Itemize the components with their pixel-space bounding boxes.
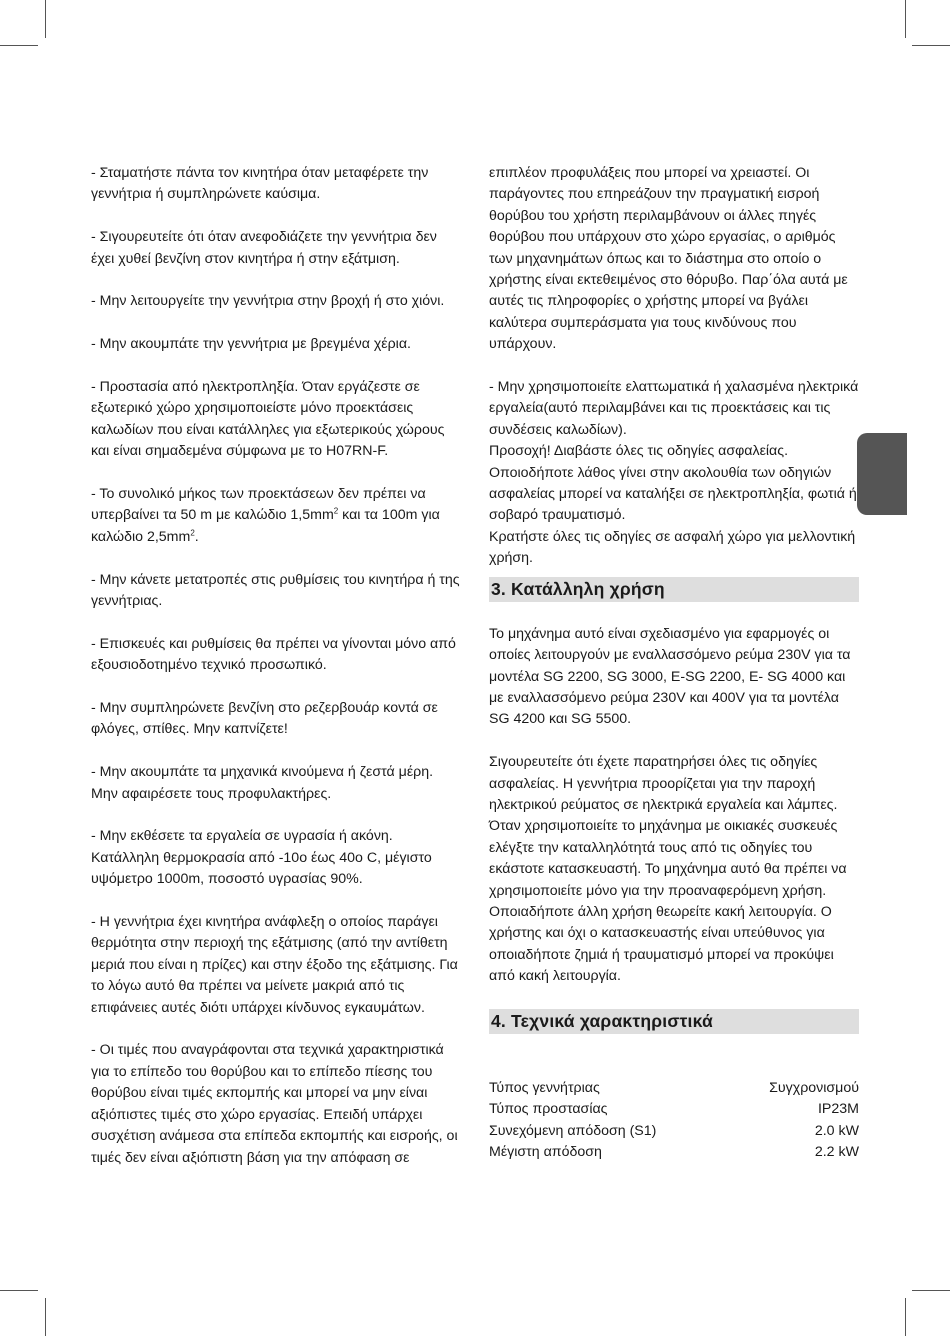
paragraph: Οποιοδήποτε λάθος γίνει στην ακολουθία των οδηγιών ασφαλείας μπορεί να καταλήξει σε ηλεκτροπληξία, φωτιά ή σοβαρό τραυματισμό. xyxy=(489,464,857,524)
crop-mark-br-v xyxy=(905,1298,906,1336)
crop-mark-bl-v xyxy=(45,1298,46,1336)
paragraph: - Οι τιμές που αναγράφονται στα τεχνικά χαρακτηριστικά για το επίπεδο του θορύβου και το επίπεδο πίεσης του θορύβου είναι τιμές εκπομπής και μπορεί να μην είναι αξιόπιστες τιμές στο χώρο εργασίας. Επειδή υπάρχει συσχέτιση ανάμεσα στα επίπεδα εκπομπής και εισροής, οι τιμές δεν είναι αξιόπιστη βάση για την απόφαση σε xyxy=(91,1042,458,1166)
paragraph: - Μην κάνετε μετατροπές στις ρυθμίσεις του κινητήρα ή της γεννήτριας. xyxy=(91,571,460,610)
paragraph: - Η γεννήτρια έχει κινητήρα ανάφλεξη ο οποίος παράγει θερμότητα στην περιοχή της εξάτμισης (από την αντίθετη μεριά που είναι η πρίζες) και στην έξοδο της εξάτμισης. Για το λόγω αυτό θα πρέπει να μείνετε μακριά από τις επιφάνειες αυτές διότι υπάρχει κίνδυνος εγκαυμάτων. xyxy=(91,914,458,1016)
spec-row xyxy=(489,1142,859,1163)
paragraph: - Μην εκθέσετε τα εργαλεία σε υγρασία ή ακόνη. Κατάλληλη θερμοκρασία από -10ο έως 40ο C, μέγιστο υψόμετρο 1000m, ποσοστό υγρασίας 90%. xyxy=(91,828,432,888)
crop-mark-br-h xyxy=(912,1290,950,1291)
paragraph: - Μην λειτουργείτε την γεννήτρια στην βροχή ή στο χιόνι. xyxy=(91,293,445,310)
paragraph: - Μην χρησιμοποιείτε ελαττωματικά ή χαλασμένα ηλεκτρικά εργαλεία(αυτό περιλαμβάνει και τις προεκτάσεις και τις συνδέσεις καλωδίων). xyxy=(489,379,859,438)
paragraph: - Μην ακουμπάτε την γεννήτρια με βρεγμένα χέρια. xyxy=(91,336,411,353)
crop-mark-bl-h xyxy=(0,1290,38,1291)
paragraph: - Σιγουρευτείτε ότι όταν ανεφοδιάζετε την γεννήτρια δεν έχει χυθεί βενζίνη στον κινητήρα ή στην εξάτμιση. xyxy=(91,229,437,267)
paragraph: Προσοχή! Διαβάστε όλες τις οδηγίες ασφαλείας. xyxy=(489,443,789,460)
section-4-heading: 4. Τεχνικά χαρακτηριστικά xyxy=(489,1009,859,1034)
section-3-heading: 3. Κατάλληλη χρήση xyxy=(489,577,859,602)
left-column xyxy=(91,163,463,1190)
paragraph: - Μην ακουμπάτε τα μηχανικά κινούμενα ή ζεστά μέρη. Μην αφαιρέσετε τους προφυλακτήρες. xyxy=(91,764,434,802)
spec-label: Τύπος γεννήτριας xyxy=(489,1079,600,1096)
paragraph: Σιγουρευτείτε ότι έχετε παρατηρήσει όλες τις οδηγίες ασφαλείας. Η γεννήτρια προορίζεται για την παροχή ηλεκτρικού ρεύματος σε ηλεκτρικά εργαλεία και λάμπες. Όταν χρησιμοποιείτε το μηχάνημα με οικιακές συσκευές ελέγξτε την καταλληλότητά τους από τις οδηγίες του εκάστοτε κατασκευαστή. Το μηχάνημα αυτό θα πρέπει να χρησιμοποιείτε μόνο για την προαναφερόμενη χρήση. Οποιαδήποτε άλλη χρήση θεωρείτε κακή λειτουργία. Ο χρήστης και όχι ο κατασκευαστής είναι υπεύθυνος για οποιαδήποτε ζημιά ή τραυματισμό μπορεί να προκύψει από κακή λειτουργία. xyxy=(489,754,847,985)
spec-row xyxy=(489,1121,859,1142)
crop-mark-tl-v xyxy=(45,0,46,38)
paragraph: επιπλέον προφυλάξεις που μπορεί να χρειαστεί. Οι παράγοντες που επηρεάζουν την πραγματική εισροή θορύβου του χρήστη περιλαμβάνουν οι άλλες πηγές θορύβου που υπάρχουν στο χώρο εργασίας, ο αριθμός των μηχανημάτων όπως και το διάστημα στο οποίο ο χρήστης είναι εκτεθειμένος στο θόρυβο. Παρ΄όλα αυτά με αυτές τις πληροφορίες ο χρήστης μπορεί να βγάλει καλύτερα συμπεράσματα για τους κινδύνους που υπάρχουν. xyxy=(489,165,848,353)
paragraph: - Σταματήστε πάντα τον κινητήρα όταν μεταφέρετε την γεννήτρια ή συμπληρώνετε καύσιμα. xyxy=(91,165,429,203)
spec-value: IP23M xyxy=(817,1101,859,1118)
paragraph: - Το συνολικό μήκος των προεκτάσεων δεν πρέπει να υπερβαίνει τα 50 m με καλώδιο $1,5mm^2$ και τα 100m για καλώδιο $2,5mm^2$. xyxy=(91,486,440,545)
spec-row xyxy=(489,1099,859,1120)
spec-label: Συνεχόμενη απόδοση (S1) xyxy=(489,1122,657,1139)
spec-value: 2.0 kW xyxy=(814,1122,859,1139)
paragraph: Το μηχάνημα αυτό είναι σχεδιασμένο για εφαρμογές οι οποίες λειτουργούν με εναλλασσόμενο ρεύμα 230V για τα μοντέλα SG 2200, SG 3000, E-SG 2200, E- SG 4000 και με εναλλασσόμενο ρεύμα 230V και 400V για τα μοντέλα SG 4200 και SG 5500. xyxy=(489,625,851,728)
crop-mark-tr-h xyxy=(912,45,950,46)
spec-value: 2.2 kW xyxy=(814,1144,859,1161)
crop-mark-tl-h xyxy=(0,45,38,46)
spec-label: Μέγιστη απόδοση xyxy=(489,1144,602,1161)
spec-row xyxy=(489,1078,859,1099)
spec-label: Τύπος προστασίας xyxy=(489,1101,608,1118)
chapter-tab-marker xyxy=(857,433,907,515)
paragraph: - Προστασία από ηλεκτροπληξία. Όταν εργάζεστε σε εξωτερικό χώρο χρησιμοποιείστε μόνο προεκτάσεις καλωδίων που είναι κατάλληλες για εξωτερικούς χώρους και είναι σημαδεμένα σύμφωνα με το H07RN-F. xyxy=(91,379,445,460)
paragraph: Κρατήστε όλες τις οδηγίες σε ασφαλή χώρο για μελλοντική χρήση. xyxy=(489,528,856,567)
right-column xyxy=(489,163,859,1164)
paragraph: - Μην συμπληρώνετε βενζίνη στο ρεζερβουάρ κοντά σε φλόγες, σπίθες. Μην καπνίζετε! xyxy=(91,700,438,738)
spec-value: Συγχρονισμού xyxy=(769,1079,859,1096)
crop-mark-tr-v xyxy=(905,0,906,38)
paragraph: - Επισκευές και ρυθμίσεις θα πρέπει να γίνονται μόνο από εξουσιοδοτημένο τεχνικό προσωπικό. xyxy=(91,635,456,674)
spec-table xyxy=(489,1078,859,1164)
